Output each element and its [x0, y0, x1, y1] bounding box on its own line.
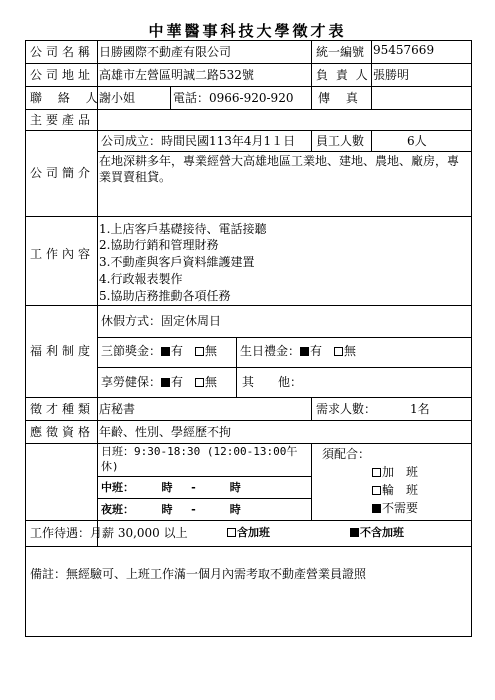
unchecked-box-icon	[372, 486, 381, 495]
job-type: 店秘書	[99, 402, 136, 416]
staff-count: 6人	[407, 134, 427, 148]
pay: 工作待遇：月薪 30,000 以上	[30, 526, 188, 540]
unchecked-box-icon	[227, 528, 236, 537]
owner-name: 張勝明	[373, 68, 410, 82]
duty-item: 5.協助店務推動各項任務	[99, 289, 231, 303]
products-label: 主要產品	[30, 113, 95, 127]
duty-item: 4.行政報表製作	[99, 272, 183, 286]
unchecked-box-icon	[195, 378, 204, 387]
job-type-label: 徵才種類	[30, 402, 95, 416]
contact-name: 謝小姐	[99, 91, 136, 105]
duty-item: 2.協助行銷和管理財務	[99, 238, 219, 252]
include-overtime-option: 含加班	[227, 525, 270, 541]
company-name-label: 公司名稱	[30, 45, 95, 59]
tax-id: 95457669	[373, 43, 435, 57]
not-needed-option: 不需要	[372, 500, 418, 516]
need-label: 需求人數：	[316, 402, 377, 416]
contact-label: 聯 絡 人	[30, 91, 104, 105]
staff-count-label: 員工人數	[316, 134, 365, 148]
company-name: 日勝國際不動產有限公司	[99, 45, 232, 59]
night-shift: 夜班： 時 - 時	[101, 503, 241, 516]
company-address-label: 公司地址	[30, 68, 95, 82]
qualification: 年齡、性別、學經歷不拘	[99, 425, 232, 439]
fax-label: 傳 真	[318, 91, 364, 105]
overtime-option: 加 班	[372, 464, 418, 480]
checked-box-icon	[350, 528, 359, 537]
other-label: 其 他：	[242, 375, 303, 389]
founded-date: 公司成立：時間民國113年4月1１日	[101, 134, 296, 148]
duty-item: 3.不動產與客戶資料維護建置	[99, 255, 255, 269]
checked-box-icon	[372, 504, 381, 513]
insurance-label: 享勞健保：	[101, 375, 162, 389]
phone: 電話：0966-920-920	[173, 91, 294, 105]
unchecked-box-icon	[334, 347, 343, 356]
checked-box-icon	[300, 347, 309, 356]
exclude-overtime-option: 不含加班	[350, 525, 404, 541]
bonus-label: 三節獎金：	[101, 344, 162, 358]
rotation-option: 輪 班	[372, 482, 418, 498]
checked-box-icon	[161, 378, 170, 387]
company-intro-label: 公司簡介	[30, 166, 95, 180]
job-content-label: 工作內容	[30, 247, 95, 261]
duty-item: 1.上店客戶基礎接待、電話接聽	[99, 222, 267, 236]
day-shift: 日班：9:30-18:30 (12:00-13:00午休)	[101, 445, 298, 473]
qualification-label: 應徵資格	[30, 425, 95, 439]
birthday-row: 生日禮金： 有 無	[240, 344, 357, 358]
page-title: 中華醫事科技大學徵才表	[148, 22, 347, 40]
tax-id-label: 統一編號	[316, 45, 365, 59]
company-intro: 在地深耕多年，專業經營大高雄地區工業地、建地、農地、廠房，專業買賣租貸。	[99, 154, 460, 184]
need-count: 1名	[410, 402, 430, 416]
mid-shift: 中班： 時 - 時	[101, 481, 241, 494]
leave-policy: 休假方式：固定休周日	[101, 314, 222, 328]
company-address: 高雄市左營區明誠二路532號	[99, 68, 254, 82]
owner-label: 負 責 人	[316, 68, 370, 82]
unchecked-box-icon	[372, 468, 381, 477]
cooperate-label: 須配合：	[322, 447, 371, 461]
welfare-label: 福利制度	[30, 344, 95, 358]
checked-box-icon	[161, 347, 170, 356]
bonus-row: 三節獎金： 有 無	[101, 344, 218, 358]
insurance-row: 享勞健保： 有 無	[101, 375, 218, 389]
unchecked-box-icon	[195, 347, 204, 356]
note: 備註：無經驗可、上班工作滿一個月內需考取不動產營業員證照	[30, 567, 367, 581]
birthday-label: 生日禮金：	[240, 344, 301, 358]
